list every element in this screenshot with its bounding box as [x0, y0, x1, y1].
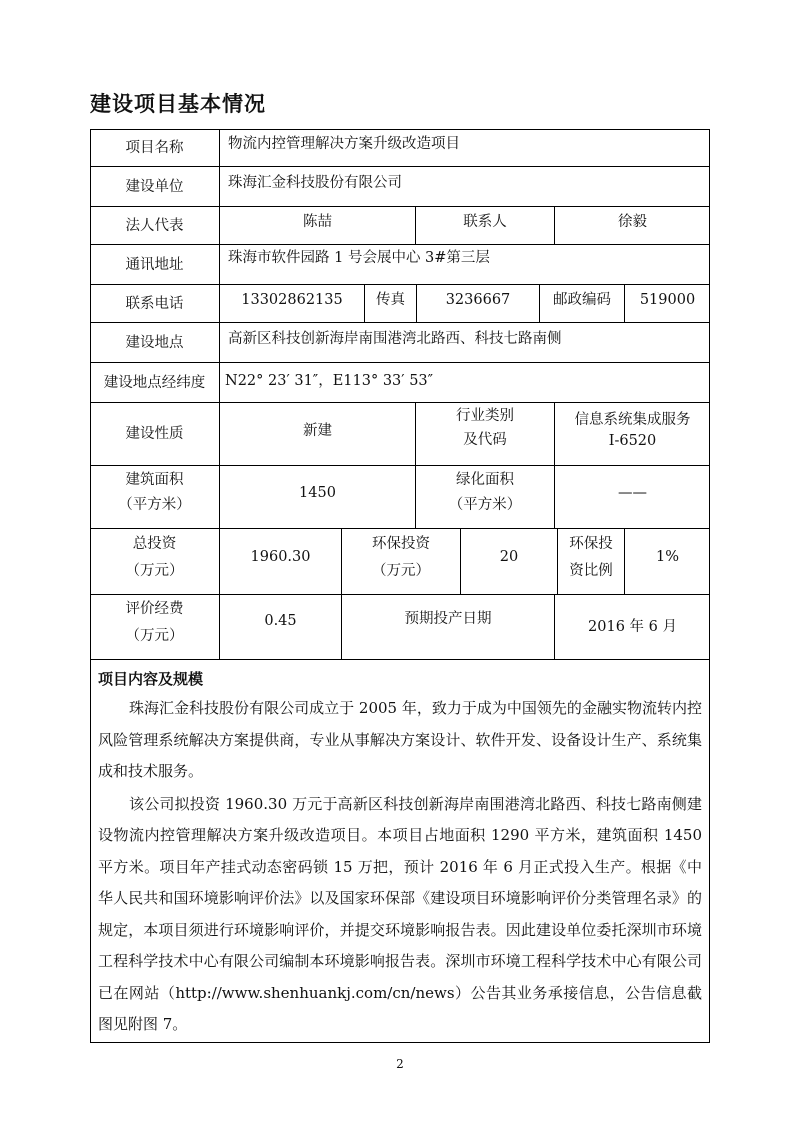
env-investment-label: [342, 529, 460, 587]
legal-rep-label: 法人代表: [125, 217, 184, 234]
green-area-label: [416, 466, 554, 520]
contact-value: 徐毅: [618, 214, 647, 230]
expected-date-value: 2016 年 6 月: [588, 619, 677, 635]
eval-fee-label: [90, 595, 219, 651]
address-value: 珠海市软件园路 1 号会展中心 3#第三层: [228, 250, 490, 266]
content-paragraph-1: 珠海汇金科技股份有限公司成立于 2005 年，致力于成为中国领先的金融实物流转内控风险管理系统解决方案提供商，专业从事解决方案设计、软件开发、设备设计生产、系统集成和技术服务。: [98, 699, 702, 780]
env-ratio-label-line1: 环保投: [569, 536, 613, 552]
project-name-value: 物流内控管理解决方案升级改造项目: [228, 136, 460, 152]
total-investment-label-line2: （万元）: [125, 563, 184, 579]
fax-value: 3236667: [445, 292, 511, 308]
eval-fee-value: 0.45: [264, 613, 297, 629]
total-investment-label: [90, 529, 219, 587]
floor-area-label-line1: 建筑面积: [125, 472, 184, 488]
env-ratio-label-line2: 资比例: [569, 563, 613, 579]
postcode-label: 邮政编码: [553, 292, 611, 308]
builder-value: 珠海汇金科技股份有限公司: [228, 175, 402, 191]
total-investment-label-line1: 总投资: [132, 536, 177, 552]
coords-value: N22° 23′ 31″，E113° 33′ 53″: [225, 373, 434, 389]
site-value: 高新区科技创新海岸南围港湾北路西、科技七路南侧: [228, 331, 562, 347]
industry-value-line1: 信息系统集成服务: [574, 412, 691, 428]
expected-date-label: 预期投产日期: [404, 611, 492, 627]
content-paragraph-2: 该公司拟投资 1960.30 万元于高新区科技创新海岸南围港湾北路西、科技七路南侧建设物流内控管理解决方案升级改造项目。本项目占地面积 1290 平方米，建筑面积 1450 平方米。项目年产挂式动态密码锁 15 万把，预计 2016 年 6 月正式投入生产。根据《中华人民共和国环境影响评价法》以及国家环保部《建设项目环境影响评价分类管理名录》的规定，本项目须进行环境影响评价，并提交环境影响报告表。因此建设单位委托深圳市环境工程科学技术中心有限公司编制本环境影响报告表。深圳市环境工程科学技术中心有限公司已在网站（http://www.shenhuankj.com/cn/news）公告其业务承接信息，公告信息截图见附图 7。: [98, 794, 702, 1033]
address-label: 通讯地址: [125, 256, 184, 273]
project-name-label: 项目名称: [125, 139, 184, 156]
total-investment-value: 1960.30: [250, 549, 311, 565]
env-investment-value: 20: [499, 549, 519, 565]
industry-value-line2: I-6520: [608, 433, 657, 449]
eval-fee-label-line2: （万元）: [125, 628, 184, 644]
fax-label: 传真: [376, 292, 405, 308]
eval-fee-label-line1: 评价经费: [125, 601, 184, 617]
phone-value: 13302862135: [241, 292, 343, 308]
builder-label: 建设单位: [125, 178, 184, 195]
green-area-label-line1: 绿化面积: [456, 472, 514, 488]
nature-label: 建设性质: [125, 426, 184, 442]
nature-value: 新建: [303, 423, 332, 439]
industry-value: [555, 403, 710, 459]
postcode-value: 519000: [639, 292, 696, 308]
floor-area-label-line2: （平方米）: [118, 497, 191, 513]
content-heading: 项目内容及规模: [98, 670, 204, 688]
env-investment-label-line2: （万元）: [372, 563, 430, 579]
industry-label-line1: 行业类别: [456, 408, 514, 424]
site-label: 建设地点: [125, 334, 184, 351]
project-content-section: [90, 660, 710, 1041]
industry-label-line2: 及代码: [463, 432, 507, 448]
env-investment-label-line1: 环保投资: [372, 536, 430, 552]
green-area-value: ——: [618, 485, 647, 501]
floor-area-label: [90, 466, 219, 520]
green-area-label-line2: （平方米）: [448, 497, 522, 513]
page-number: 2: [396, 1057, 404, 1071]
contact-label: 联系人: [463, 214, 507, 230]
industry-label: [416, 403, 554, 453]
phone-label: 联系电话: [125, 295, 184, 312]
env-ratio-label: [558, 529, 624, 587]
coords-label: 建设地点经纬度: [103, 374, 206, 391]
legal-rep-value: 陈喆: [303, 214, 332, 230]
page-title: 建设项目基本情况: [90, 91, 266, 116]
floor-area-value: 1450: [299, 485, 336, 501]
env-ratio-value: 1%: [655, 549, 679, 565]
